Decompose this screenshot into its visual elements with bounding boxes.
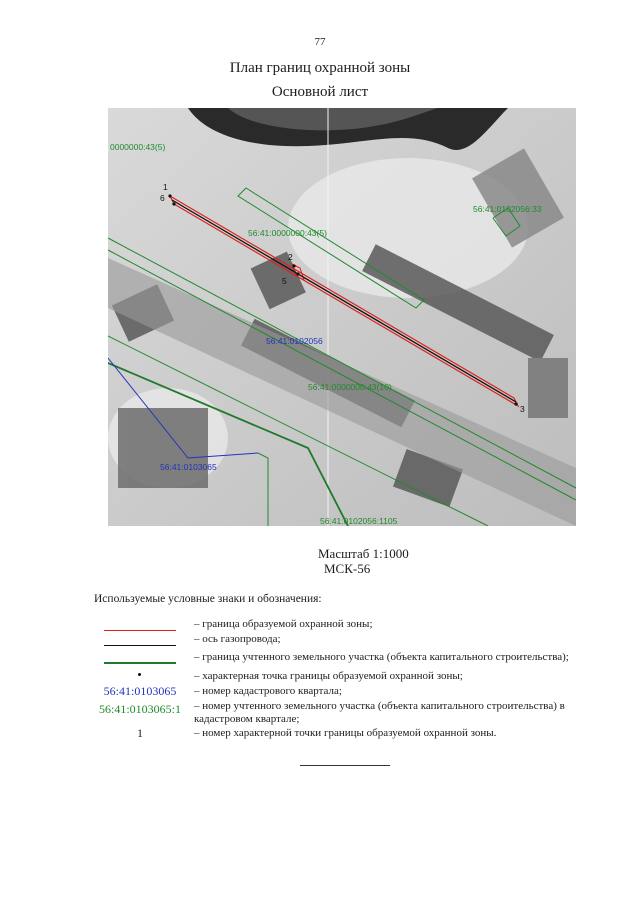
quarter-label: 56:41:0103065 [160, 462, 217, 472]
black-line-symbol [104, 645, 176, 646]
parcel-label: 56:41:0102056:1105 [320, 516, 398, 526]
scale-text: Масштаб 1:1000 [318, 546, 409, 561]
legend-text: – номер характерной точки границы образуемой охранной зоны. [194, 727, 497, 739]
point-number-symbol: 1 [137, 726, 143, 740]
legend-text: – характерная точка границы образуемой охранной зоны; [194, 670, 463, 682]
page-number: 77 [314, 36, 326, 48]
legend-text: – граница учтенного земельного участка (объекта капитального строительства); [194, 651, 569, 663]
legend-heading: Используемые условные знаки и обозначения: [94, 593, 322, 605]
parcel-label: 56:41:0000000:43(10) [308, 382, 392, 392]
quarter-number-symbol: 56:41:0103065 [103, 684, 177, 698]
parcel-number-symbol: 56:41:0103065:1 [98, 702, 181, 716]
point-5-label: 5 [282, 276, 287, 286]
parcel-label: 56:41:0000000:43(5) [248, 228, 327, 238]
legend-text: – номер кадастрового квартала; [194, 685, 342, 697]
parcel-label: 0000000:43(5) [110, 142, 166, 152]
page-title: План границ охранной зоны [229, 60, 411, 76]
scale-block [318, 546, 409, 576]
parcel-label: 56:41:0102056:33 [473, 204, 542, 214]
red-line-symbol [104, 630, 176, 631]
point-3-label: 3 [520, 404, 525, 414]
page-subtitle: Основной лист [271, 84, 369, 100]
point-1-label: 1 [163, 182, 168, 192]
legend-text: – номер учтенного земельного участка (объекта капитального строительства) в кадастровом квартале; [194, 700, 565, 725]
green-line-symbol [104, 662, 176, 664]
point-2-label: 2 [288, 252, 293, 262]
coordinate-system: МСК-56 [324, 561, 371, 576]
quarter-label: 56:41:0102056 [266, 336, 323, 346]
aerial-map [108, 108, 576, 526]
point-6-label: 6 [160, 193, 165, 203]
point-symbol [138, 673, 141, 676]
legend-text: – граница образуемой охранной зоны; [194, 618, 373, 630]
bottom-divider [300, 765, 390, 766]
legend-text: – ось газопровода; [194, 633, 281, 645]
